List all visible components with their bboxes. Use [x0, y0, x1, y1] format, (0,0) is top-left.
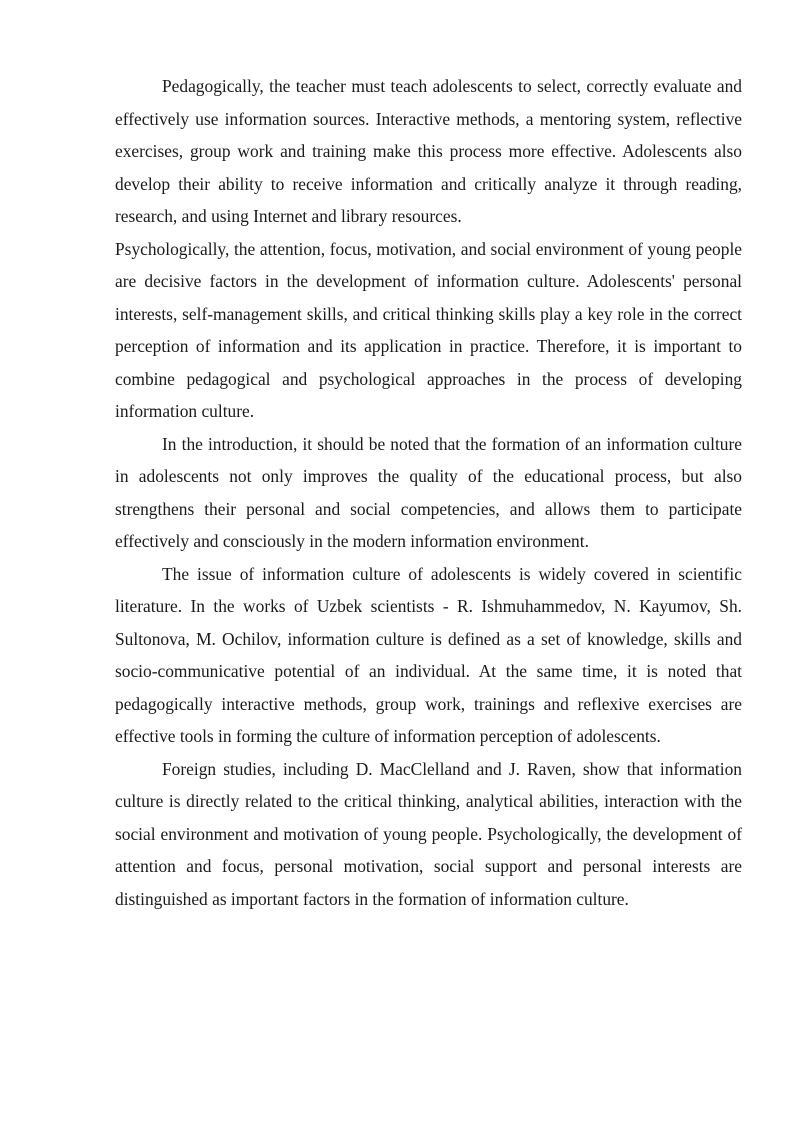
paragraph: Psychologically, the attention, focus, motivation, and social environment of young people are decisive factors in the development of information culture. Adolescents' personal interests, self-management skills, and critical thinking skills play a key role in the correct perception of information and its application in practice. Therefore, it is important to combine pedagogical and psychological approaches in the process of developing information culture.: [115, 238, 742, 421]
paragraph: The issue of information culture of adolescents is widely covered in scientific literature. In the works of Uzbek scientists - R. Ishmuhammedov, N. Kayumov, Sh. Sultonova, M. Ochilov, information culture is defined as a set of knowledge, skills and socio-communicative potential of an individual. At the same time, it is noted that pedagogically interactive methods, group work, trainings and reflexive exercises are effective tools in forming the culture of information perception of adolescents.: [115, 563, 742, 746]
paragraph: In the introduction, it should be noted that the formation of an information culture in adolescents not only improves the quality of the educational process, but also strengthens their personal and social competencies, and allows them to participate effectively and consciously in the modern information environment.: [115, 433, 742, 551]
paragraph: Foreign studies, including D. MacClelland and J. Raven, show that information culture is directly related to the critical thinking, analytical abilities, interaction with the social environment and motivation of young people. Psychologically, the development of attention and focus, personal motivation, social support and personal interests are distinguished as important factors in the formation of information culture.: [115, 758, 742, 909]
paragraph: Pedagogically, the teacher must teach adolescents to select, correctly evaluate and effectively use information sources. Interactive methods, a mentoring system, reflective exercises, group work and training make this process more effective. Adolescents also develop their ability to receive information and critically analyze it through reading, research, and using Internet and library resources.: [115, 76, 742, 226]
document-body: [115, 70, 742, 915]
